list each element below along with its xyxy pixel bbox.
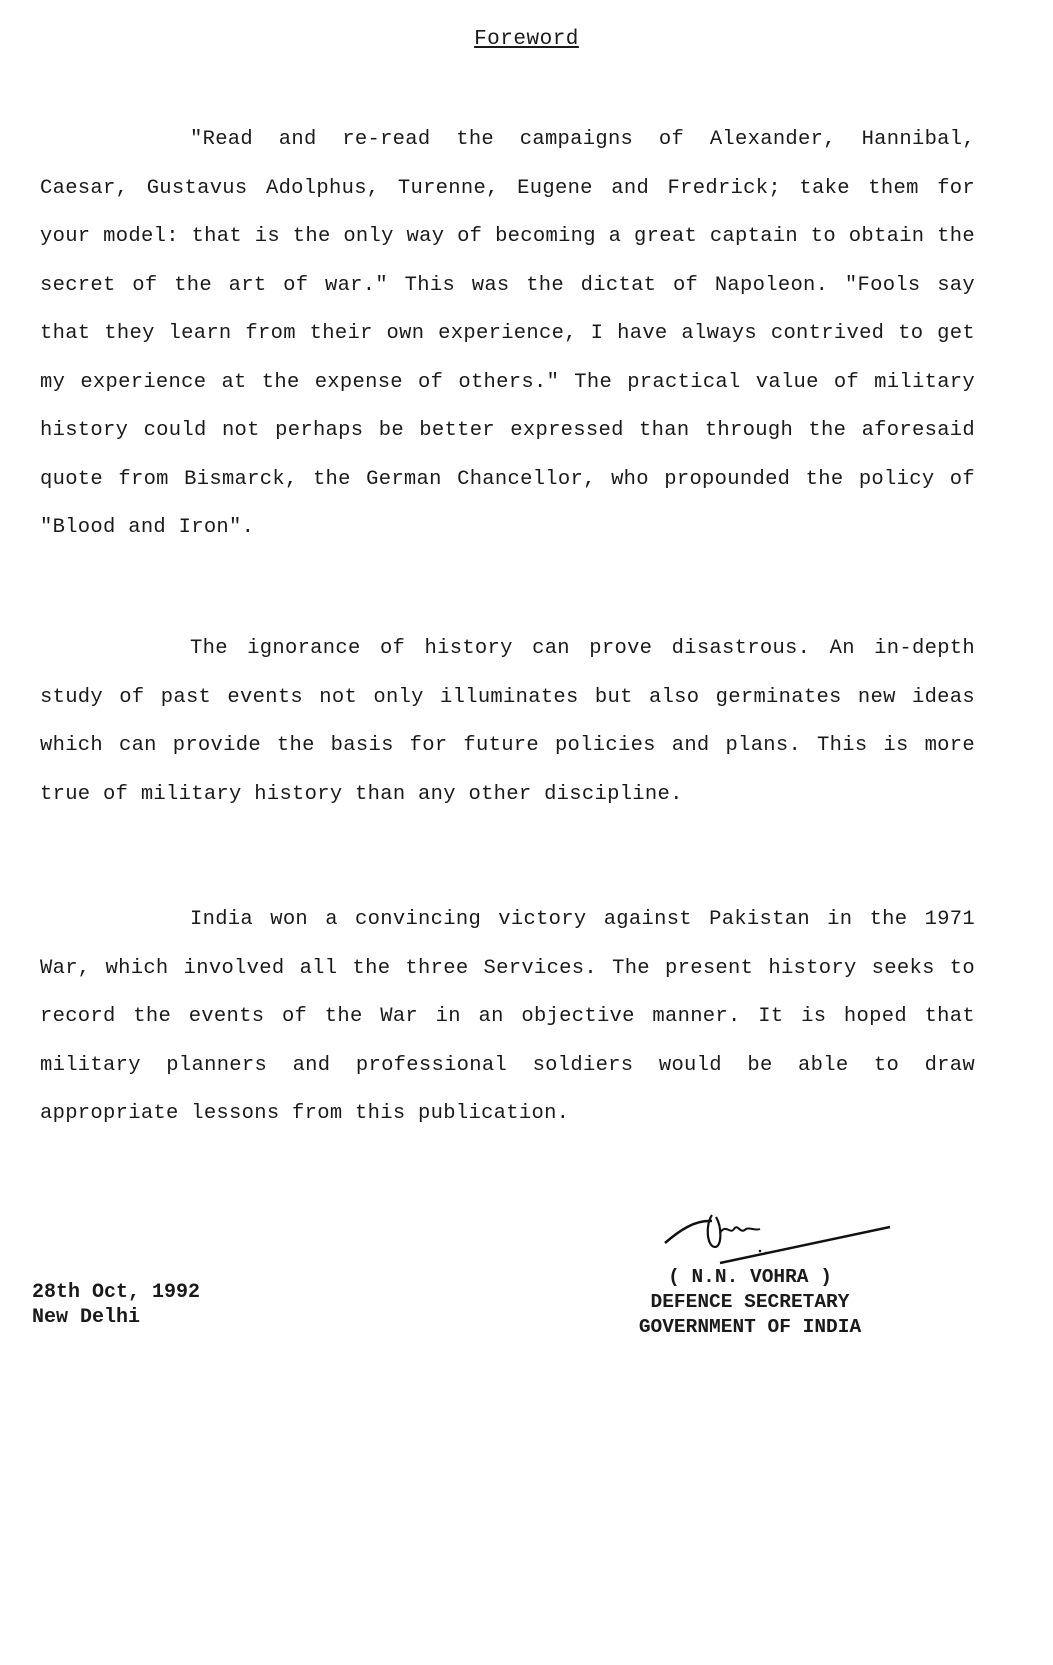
paragraph-history-value: [40, 625, 975, 819]
place: New Delhi: [32, 1306, 141, 1329]
paragraph-text: The ignorance of history can prove disastrous. An in-depth study of past events not only illuminates but also germinates new ideas which can provide the basis for future policies and plans. This is more true of military history than any other discipline.: [40, 637, 975, 806]
signatory-designation: DEFENCE SECRETARY: [650, 1291, 850, 1313]
signatory-block: [600, 1255, 900, 1340]
signatory-organization: GOVERNMENT OF INDIA: [638, 1316, 862, 1338]
paragraph-napoleon-quote: [40, 116, 975, 553]
date: 28th Oct, 1992: [32, 1281, 201, 1304]
date-place-block: [32, 1280, 200, 1330]
paragraph-text: India won a convincing victory against Pakistan in the 1971 War, which involved all the three Services. The present history seeks to record the events of the War in an objective manner. It is hoped that military planners and professional soldiers would be able to draw appropriate lessons from this publication.: [40, 908, 975, 1125]
paragraph-1971-war: [40, 896, 975, 1139]
page-title: Foreword: [474, 28, 579, 51]
paragraph-text: "Read and re-read the campaigns of Alexander, Hannibal, Caesar, Gustavus Adolphus, Turenne, Eugene and Fredrick; take them for your model: that is the only way of becoming a great captain to obtain the secret of the art of war." This was the dictat of Napoleon. "Fools say that they learn from their own experience, I have always contrived to get my experience at the expense of others." The practical value of military history could not perhaps be better expressed than through the aforesaid quote from Bismarck, the German Chancellor, who propounded the policy of "Blood and Iron".: [40, 128, 975, 539]
signatory-name: ( N.N. VOHRA ): [668, 1266, 832, 1288]
